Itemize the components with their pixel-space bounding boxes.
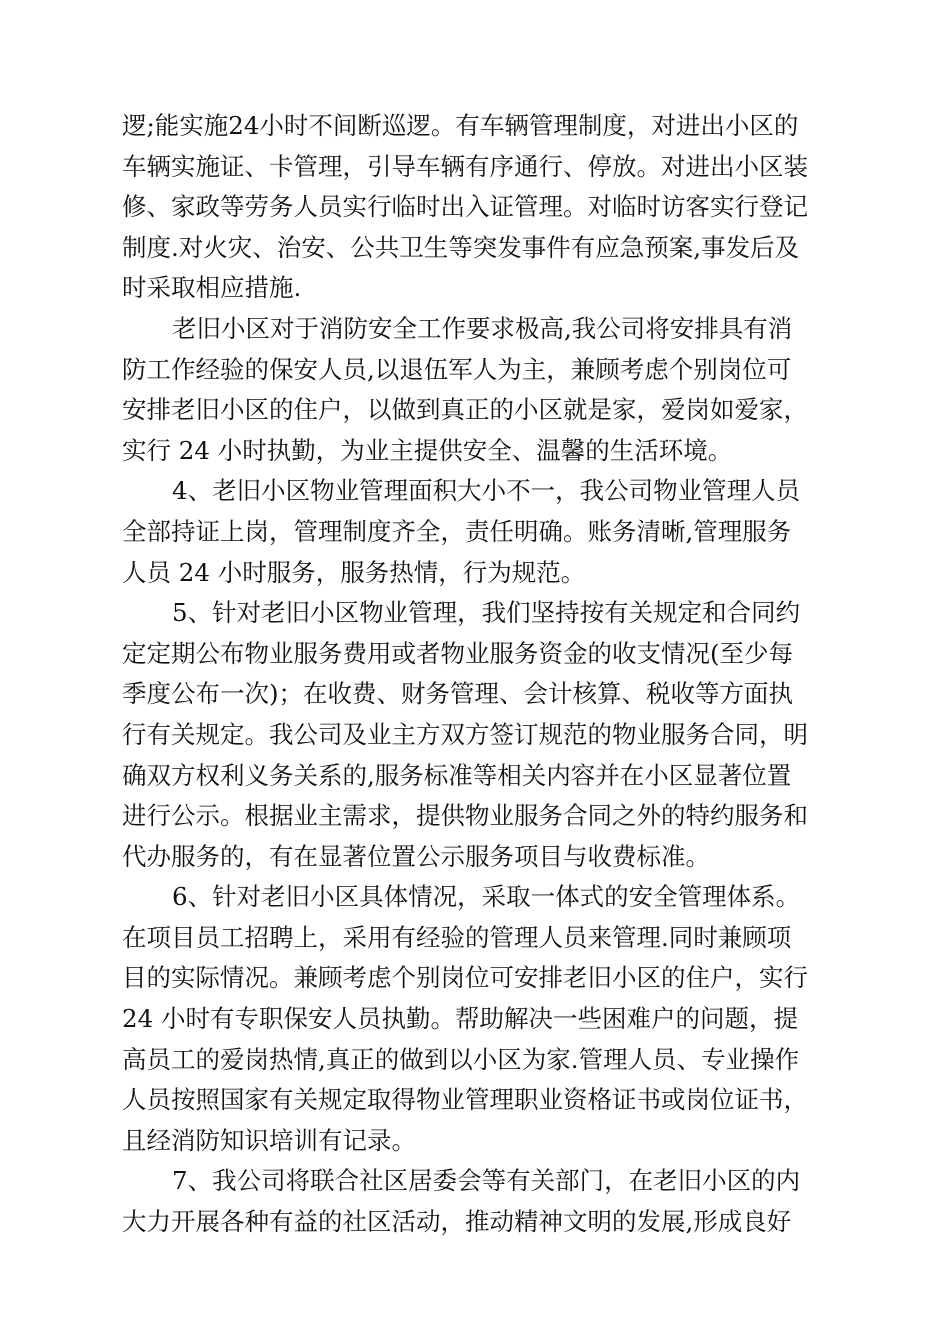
text-line: 且经消防知识培训有记录。 <box>122 1125 416 1155</box>
text-line: 代办服务的，有在显著位置公示服务项目与收费标准。 <box>122 841 710 871</box>
paragraph-first-line: 4、老旧小区物业管理面积大小不一，我公司物业管理人员 <box>172 476 801 506</box>
text-line: 大力开展各种有益的社区活动，推动精神文明的发展,形成良好 <box>122 1207 792 1237</box>
paragraph-first-line: 5、针对老旧小区物业管理，我们坚持按有关规定和合同约 <box>172 598 801 628</box>
paragraph-first-line: 6、针对老旧小区具体情况，采取一体式的安全管理体系。 <box>172 882 801 912</box>
text-line: 进行公示。根据业主需求，提供物业服务合同之外的特约服务和 <box>122 801 808 831</box>
text-line: 定定期公布物业服务费用或者物业服务资金的收支情况(至少每 <box>122 638 794 668</box>
text-line: 逻;能实施24小时不间断巡逻。有车辆管理制度，对进出小区的 <box>122 111 799 140</box>
text-line: 行有关规定。我公司及业主方双方签订规范的物业服务合同，明 <box>122 719 808 749</box>
text-line: 人员按照国家有关规定取得物业管理职业资格证书或岗位证书， <box>122 1085 808 1115</box>
text-line: 24 小时有专职保安人员执勤。帮助解决一些困难户的问题，提 <box>122 1004 798 1034</box>
text-line: 在项目员工招聘上，采用有经验的管理人员来管理.同时兼顾项 <box>122 922 792 952</box>
text-line: 人员 24 小时服务，服务热情，行为规范。 <box>122 557 586 587</box>
text-line: 制度.对火灾、治安、公共卫生等突发事件有应急预案,事发后及 <box>122 232 800 262</box>
text-line: 目的实际情况。兼顾考虑个别岗位可安排老旧小区的住户，实行 <box>122 963 808 993</box>
text-line: 实行 24 小时执勤，为业主提供安全、温馨的生活环境。 <box>122 435 733 465</box>
text-line: 安排老旧小区的住户，以做到真正的小区就是家，爱岗如爱家， <box>122 395 808 425</box>
text-line: 车辆实施证、卡管理，引导车辆有序通行、停放。对进出小区装 <box>122 151 808 181</box>
text-line: 全部持证上岗，管理制度齐全，责任明确。账务清晰,管理服务 <box>122 516 792 546</box>
paragraph-first-line: 老旧小区对于消防安全工作要求极高,我公司将安排具有消 <box>172 313 793 343</box>
paragraph-first-line: 7、我公司将联合社区居委会等有关部门，在老旧小区的内 <box>172 1166 801 1196</box>
text-line: 防工作经验的保安人员,以退伍军人为主，兼顾考虑个别岗位可 <box>122 354 792 384</box>
text-line: 修、家政等劳务人员实行临时出入证管理。对临时访客实行登记 <box>122 192 808 222</box>
text-line: 季度公布一次)；在收费、财务管理、会计核算、税收等方面执 <box>122 679 794 709</box>
text-line: 时采取相应措施. <box>122 273 302 303</box>
text-line: 高员工的爱岗热情,真正的做到以小区为家.管理人员、专业操作 <box>122 1044 800 1074</box>
text-line: 确双方权利义务关系的,服务标准等相关内容并在小区显著位置 <box>122 760 792 790</box>
document-body <box>122 106 840 1243</box>
